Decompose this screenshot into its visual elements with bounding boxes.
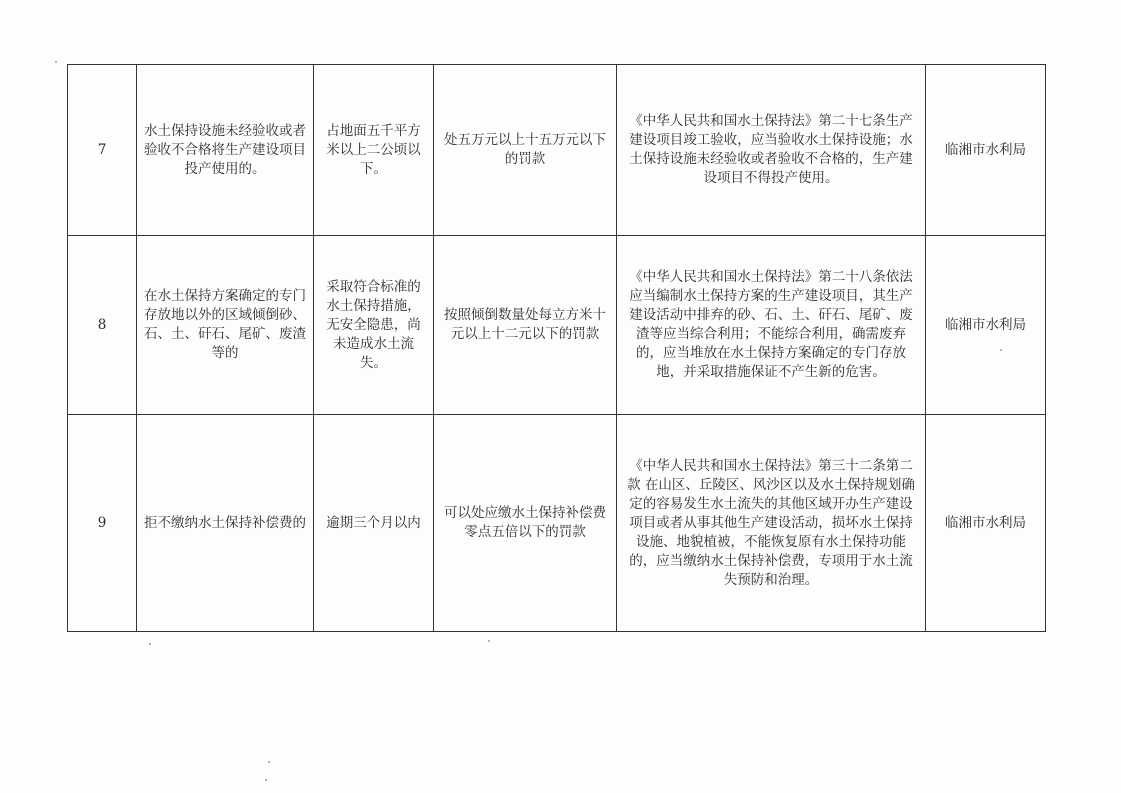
violation-cell: 水土保持设施未经验收或者验收不合格将生产建设项目投产使用的。	[137, 65, 314, 236]
penalty-cell: 可以处应缴水土保持补偿费零点五倍以下的罚款	[434, 415, 617, 632]
violation-cell: 在水土保持方案确定的专门存放地以外的区域倾倒砂、石、土、矸石、尾矿、废渣等的	[137, 236, 314, 415]
legal-basis-cell: 《中华人民共和国水土保持法》第二十七条生产建设项目竣工验收，应当验收水土保持设施；水土保持设施未经验收或者验收不合格的，生产建设项目不得投产使用。	[617, 65, 926, 236]
scan-speck	[265, 779, 267, 781]
legal-basis-cell: 《中华人民共和国水土保持法》第三十二条第二款 在山区、丘陵区、风沙区以及水土保持规划确定的容易发生水土流失的其他区域开办生产建设项目或者从事其他生产建设活动，损坏水土保持设施、地貌植被，不能恢复原有水土保持功能的，应当缴纳水土保持补偿费，专项用于水土流失预防和治理。	[617, 415, 926, 632]
scan-speck	[55, 61, 57, 63]
scan-speck	[1000, 349, 1002, 351]
scan-speck	[488, 640, 490, 642]
table-row	[68, 236, 1046, 415]
penalty-standards-table	[67, 64, 1046, 632]
authority-cell: 临湘市水利局	[926, 415, 1046, 632]
circumstance-cell: 采取符合标准的水土保持措施，无安全隐患，尚未造成水土流失。	[314, 236, 434, 415]
legal-basis-cell: 《中华人民共和国水土保持法》第二十八条依法应当编制水土保持方案的生产建设项目，其生产建设活动中排弃的砂、石、土、矸石、尾矿、废渣等应当综合利用；不能综合利用，确需废弃的，应当堆放在水土保持方案确定的专门存放地，并采取措施保证不产生新的危害。	[617, 236, 926, 415]
authority-cell: 临湘市水利局	[926, 236, 1046, 415]
row-number: 8	[68, 236, 137, 415]
penalty-cell: 处五万元以上十五万元以下的罚款	[434, 65, 617, 236]
row-number: 7	[68, 65, 137, 236]
circumstance-cell: 逾期三个月以内	[314, 415, 434, 632]
scan-speck	[149, 643, 151, 645]
scan-speck	[268, 761, 270, 763]
violation-cell: 拒不缴纳水土保持补偿费的	[137, 415, 314, 632]
table-row	[68, 65, 1046, 236]
penalty-cell: 按照倾倒数量处每立方米十元以上十二元以下的罚款	[434, 236, 617, 415]
circumstance-cell: 占地面五千平方米以上二公顷以下。	[314, 65, 434, 236]
row-number: 9	[68, 415, 137, 632]
authority-cell: 临湘市水利局	[926, 65, 1046, 236]
table-row	[68, 415, 1046, 632]
